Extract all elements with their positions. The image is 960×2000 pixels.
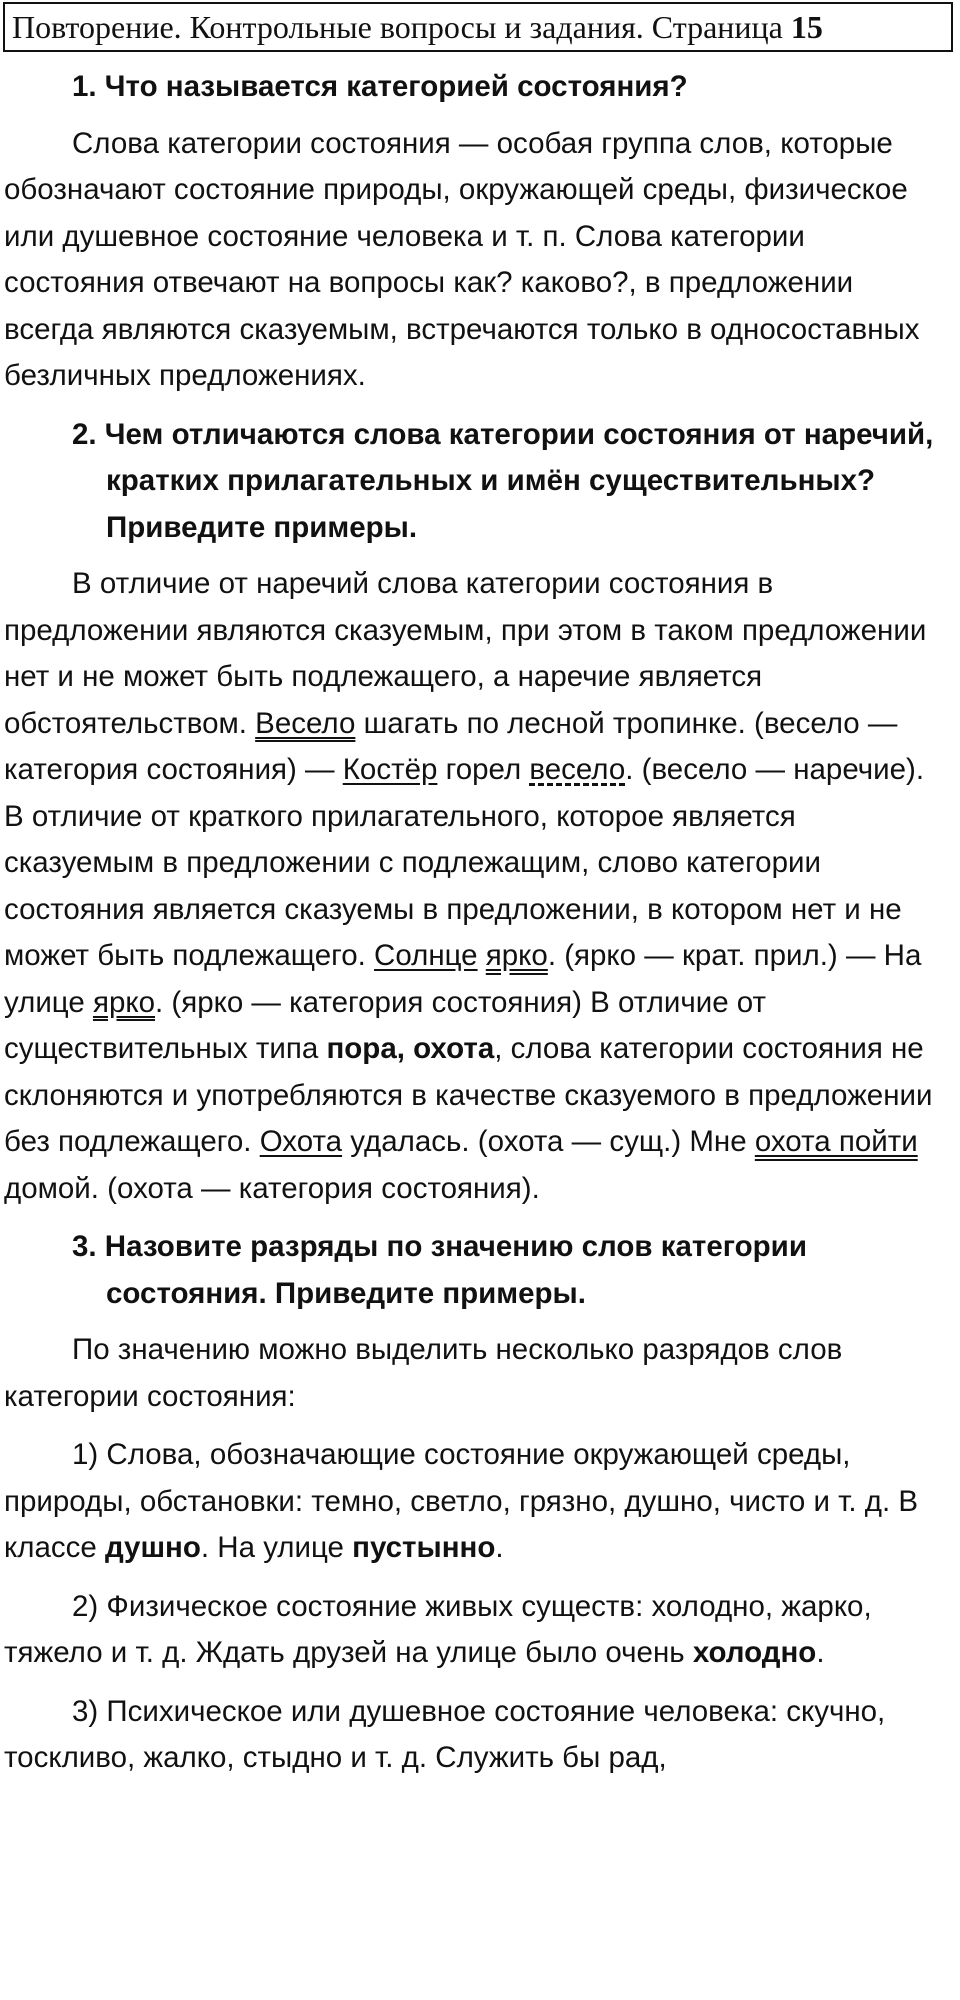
answer-2-text [478,939,486,972]
answer-2-text: домой. (охота — категория состояния). [4,1171,540,1205]
answer-3-item-2 [4,1584,944,1677]
item-text: 1) Слова, обозначающие состояние окружающей среды, природы, обстановки: темно, светло, грязно, душно, чисто и т. д. В классе [4,1438,919,1564]
answer-2-text: удалась. (охота — сущ.) Мне [342,1125,755,1158]
header-title: Повторение. Контрольные вопросы и задания. Страница [12,9,783,45]
answer-2 [4,561,944,1212]
answer-1: Слова категории состояния — особая группа слов, которые обозначают состояние природы, окружающей среды, физическое или душевное состояние человека и т. п. Слова категории состояния отвечают на вопросы как? каково?, в предложении всегда являются сказуемым, встречаются только в односоставных безличных предложениях. [4,126,920,392]
answer-3-item-3: 3) Психическое или душевное состояние человека: скучно, тоскливо, жалко, стыдно и т. д. Служить бы рад, [4,1694,886,1774]
underlined-word: охота пойти [754,1125,918,1158]
dashed-underlined-word: весело [529,753,626,786]
page-number: 15 [790,9,823,45]
item-text: . [816,1636,825,1669]
bold-word: пустынно [352,1531,496,1564]
underlined-word: Весело [255,706,356,740]
bold-word: холодно [692,1636,817,1669]
question-2-title: 2. Чем отличаются слова категории состояния от наречий, кратких прилагательных и имён существительных? Приведите примеры. [72,417,934,544]
answer-2-text: . (ярко — категория состояния) В отличие от существительных типа [4,985,767,1065]
underlined-word: Охота [259,1125,343,1158]
content [4,64,944,1794]
answer-2-text: , слова категории состояния не склоняются и употребляются в качестве сказуемого в предложении без подлежащего. [4,1032,933,1158]
answer-2-text: . (ярко — крат. прил.) — На улице [4,939,922,1019]
item-text: . [495,1531,504,1564]
bold-words: пора, охота [326,1032,495,1065]
item-text: . На улице [200,1531,353,1564]
bold-word: душно [104,1531,201,1564]
underlined-word: ярко [485,939,548,972]
question-1-title: 1. Что называется категорией состояния? [72,70,688,103]
answer-2-text: . (весело — наречие). В отличие от краткого прилагательного, которое является сказуемым в предложении с подлежащим, слово категории состояния является сказуемы в предложении, в котором нет и не может быть подлежащего. [4,753,925,972]
item-text: 2) Физическое состояние живых существ: холодно, жарко, тяжело и т. д. Ждать друзей на улице было очень [4,1589,872,1669]
answer-3-intro: По значению можно выделить несколько разрядов слов категории состояния: [4,1333,843,1413]
answer-2-text: В отличие от наречий слова категории состояния в предложении являются сказуемым, при этом в таком предложении нет и не может быть подлежащего, а наречие является обстоятельством. [4,567,927,740]
page-header [3,2,953,52]
answer-2-text: шагать по лесной тропинке. (весело — категория состояния) — [4,706,898,786]
underlined-word: Солнце [374,939,478,972]
underlined-word: Костёр [342,753,438,786]
question-3-title: 3. Назовите разряды по значению слов категории состояния. Приведите примеры. [72,1230,807,1310]
answer-3-item-1 [4,1432,944,1572]
answer-2-text: горел [437,753,530,786]
underlined-word: ярко [92,985,155,1019]
